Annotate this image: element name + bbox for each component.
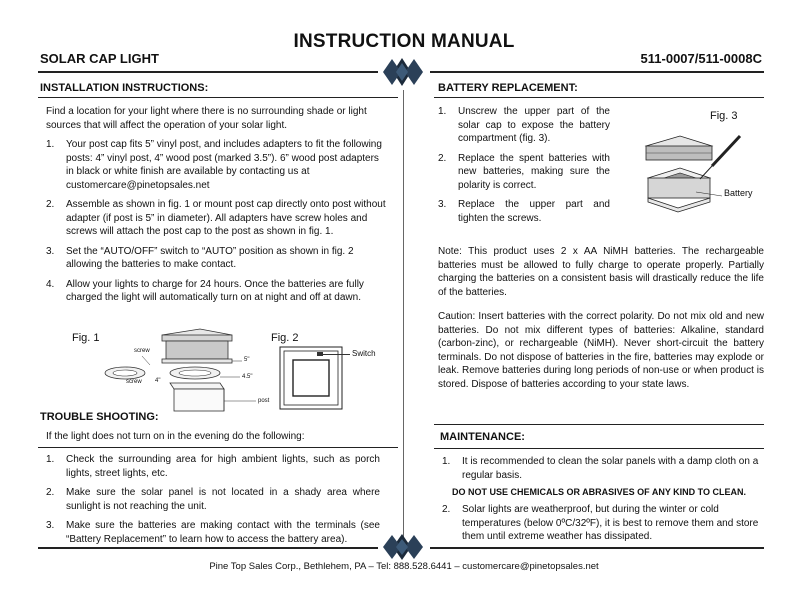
top-rule-right	[430, 71, 764, 73]
fig2-switch-leader	[322, 354, 350, 355]
diamond-logo-icon	[381, 54, 427, 90]
battery-caution: Caution: Insert batteries with the correct polarity. Do not mix old and new batteries. Do not mix different types of batteries: Alkaline, standard (carbon-zinc), or rechargeable (NiMH). Never short-circuit the battery terminals. Do not dispose of batteries in the fire, batteries may explode or leak. Remove batteries during long periods of non-use or when product is stored. Dispose of batteries according to your state laws.	[438, 311, 764, 390]
installation-step: 3. Set the “AUTO/OFF” switch to “AUTO” position as shown in fig. 2 allowing the batteries to make contact.	[46, 245, 354, 270]
fig1-drawing	[100, 325, 275, 415]
fig2-label: Fig. 2	[271, 332, 299, 344]
installation-underline	[38, 97, 398, 98]
fig2-switch-label: Switch	[352, 349, 376, 358]
trouble-intro: If the light does not turn on in the evening do the following:	[46, 431, 305, 442]
maintenance-steps-2	[442, 503, 764, 550]
trouble-step: 3. Make sure the batteries are making contact with the terminals (see “Battery Replacement” to learn how to access the battery area).	[46, 520, 380, 545]
trouble-underline	[38, 447, 398, 448]
fig3-battery-label: Battery	[724, 188, 753, 198]
page-title: INSTRUCTION MANUAL	[293, 31, 515, 52]
fig1-dim-45in: 4.5"	[242, 374, 253, 380]
trouble-heading: TROUBLE SHOOTING:	[40, 411, 159, 423]
bottom-rule-right	[430, 547, 764, 549]
maintenance-warning: DO NOT USE CHEMICALS OR ABRASIVES OF ANY KIND TO CLEAN.	[451, 487, 747, 497]
battery-step: 2. Replace the spent batteries with new batteries, making sure the polarity is correct.	[438, 152, 610, 191]
bottom-rule-left	[38, 547, 378, 549]
fig1-dim-5in: 5"	[244, 357, 250, 363]
battery-underline	[434, 97, 764, 98]
model-number: 511-0007/511-0008C	[640, 51, 762, 66]
maintenance-step: 2. Solar lights are weatherproof, but during the winter or cold temperatures (below 0ºC/32ºF), it is best to remove them and store them until extreme weather has dissipated.	[442, 504, 759, 542]
battery-heading: BATTERY REPLACEMENT:	[438, 82, 578, 94]
trouble-step: 2. Make sure the solar panel is not located in a shady area where sunlight is not reaching the unit.	[46, 487, 380, 512]
trouble-steps	[46, 453, 380, 552]
maintenance-underline	[434, 448, 764, 449]
column-divider	[403, 90, 404, 542]
maintenance-steps-1	[442, 455, 764, 488]
top-rule-left	[38, 71, 378, 73]
battery-step: 1. Unscrew the upper part of the solar cap to expose the battery compartment (fig. 3).	[438, 106, 610, 144]
footer-contact: Pine Top Sales Corp., Bethlehem, PA – Tel: 888.528.6441 – customercare@pinetopsales.net	[209, 561, 599, 572]
fig1-screw-label-2: screw	[126, 379, 142, 385]
battery-step: 3. Replace the upper part and tighten the screws.	[438, 199, 610, 224]
diamond-logo-bottom-icon	[381, 531, 427, 563]
installation-step: 2. Assemble as shown in fig. 1 or mount post cap directly onto post without adapter (if post is 5” in diameter). All adapters have screw holes and screws will attach the post cap to the post as shown in fig. 1.	[46, 199, 386, 237]
fig1-post-label: post	[258, 398, 270, 404]
installation-step: 4. Allow your lights to charge for 24 hours. Once the batteries are fully charged the light will automatically turn on at night and off at dawn.	[46, 278, 364, 303]
fig3-label: Fig. 3	[710, 110, 738, 122]
fig3-drawing	[640, 126, 755, 226]
battery-note: Note: This product uses 2 x AA NiMH batteries. The rechargeable batteries must be allowed to fully charge to operate properly. Partially charging the batteries on a consistent basis will drastically reduce the life of the batteries.	[438, 246, 764, 298]
battery-steps	[438, 105, 610, 231]
product-name: SOLAR CAP LIGHT	[40, 51, 159, 66]
installation-steps	[46, 138, 386, 311]
fig1-label: Fig. 1	[72, 332, 100, 344]
fig1-dim-4in: 4"	[155, 378, 161, 384]
maintenance-rule	[434, 424, 764, 425]
maintenance-step: 1. It is recommended to clean the solar panels with a damp cloth on a regular basis.	[442, 456, 759, 481]
trouble-step: 1. Check the surrounding area for high ambient lights, such as porch lights, street lights, etc.	[46, 454, 380, 479]
fig1-screw-label: screw	[134, 348, 150, 354]
fig2-drawing	[279, 346, 349, 412]
installation-intro: Find a location for your light where there is no surrounding shade or light sources that will affect the operation of your solar light.	[46, 106, 367, 131]
maintenance-heading: MAINTENANCE:	[440, 431, 525, 443]
installation-step: 1. Your post cap fits 5” vinyl post, and includes adapters to fit the following posts: 4” vinyl post, 4” wood post (marked 3.5”). 6” wood post adapters in black or white finish are available by contacting us at customercare@pinetopsales.net	[46, 139, 382, 191]
installation-heading: INSTALLATION INSTRUCTIONS:	[40, 82, 209, 94]
